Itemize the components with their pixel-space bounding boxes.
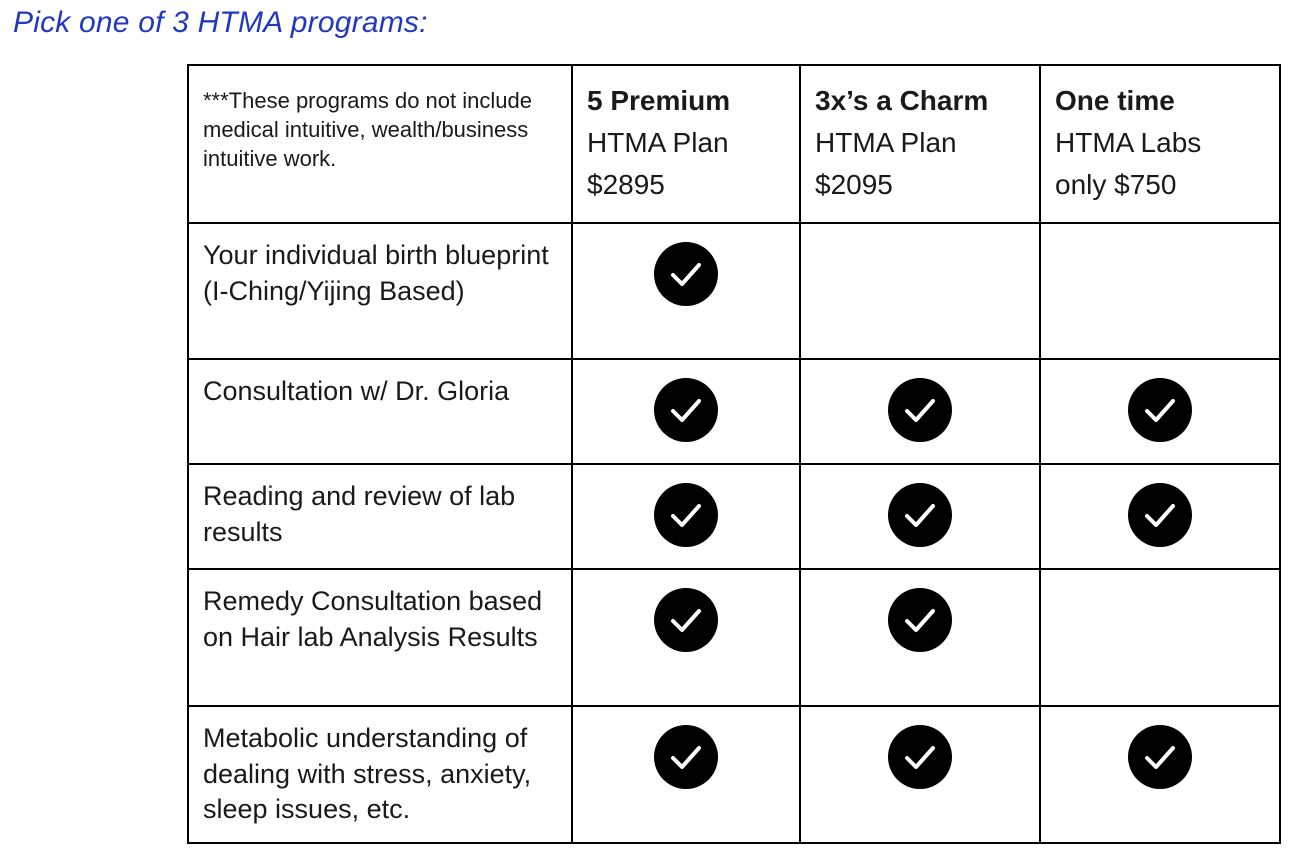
checkmark-circle-icon: [654, 725, 718, 789]
plan-name: 5 Premium: [587, 85, 731, 116]
feature-cell: [800, 569, 1040, 706]
page-title: Pick one of 3 HTMA programs:: [13, 6, 428, 39]
plan-name: One time: [1055, 85, 1175, 116]
table-row: [188, 464, 1280, 569]
feature-cell: [1040, 464, 1280, 569]
feature-label: Remedy Consultation based on Hair lab Analysis Results: [188, 569, 572, 706]
feature-cell: [572, 569, 800, 706]
plan-price: only $750: [1055, 169, 1177, 200]
plan-price: $2095: [815, 169, 893, 200]
checkmark-circle-icon: [654, 378, 718, 442]
disclaimer-note: ***These programs do not include medical intuitive, wealth/business intuitive work.: [188, 65, 572, 223]
feature-cell: [800, 464, 1040, 569]
feature-cell: [572, 223, 800, 359]
program-comparison-table: [187, 64, 1281, 844]
plan-header-one-time: [1040, 65, 1280, 223]
feature-label: Your individual birth blueprint (I-Ching/Yijing Based): [188, 223, 572, 359]
plan-header-charm: [800, 65, 1040, 223]
feature-label: Reading and review of lab results: [188, 464, 572, 569]
feature-cell: [1040, 359, 1280, 464]
feature-cell: [1040, 223, 1280, 359]
checkmark-circle-icon: [654, 242, 718, 306]
feature-cell: [572, 359, 800, 464]
checkmark-circle-icon: [888, 588, 952, 652]
feature-cell: [1040, 706, 1280, 843]
table-row: [188, 569, 1280, 706]
feature-label: Metabolic understanding of dealing with stress, anxiety, sleep issues, etc.: [188, 706, 572, 843]
table-row: [188, 223, 1280, 359]
plan-type: HTMA Labs: [1055, 127, 1202, 158]
plan-price: $2895: [587, 169, 665, 200]
feature-cell: [800, 706, 1040, 843]
table-row: [188, 359, 1280, 464]
checkmark-circle-icon: [888, 483, 952, 547]
checkmark-circle-icon: [654, 483, 718, 547]
checkmark-circle-icon: [1128, 378, 1192, 442]
checkmark-circle-icon: [654, 588, 718, 652]
feature-label: Consultation w/ Dr. Gloria: [188, 359, 572, 464]
checkmark-circle-icon: [1128, 483, 1192, 547]
plan-type: HTMA Plan: [815, 127, 957, 158]
checkmark-circle-icon: [1128, 725, 1192, 789]
feature-cell: [800, 223, 1040, 359]
table-row: [188, 706, 1280, 843]
plan-type: HTMA Plan: [587, 127, 729, 158]
feature-cell: [1040, 569, 1280, 706]
checkmark-circle-icon: [888, 725, 952, 789]
feature-cell: [572, 706, 800, 843]
checkmark-circle-icon: [888, 378, 952, 442]
header-row: [188, 65, 1280, 223]
feature-cell: [572, 464, 800, 569]
plan-name: 3x’s a Charm: [815, 85, 989, 116]
plan-header-premium: [572, 65, 800, 223]
feature-cell: [800, 359, 1040, 464]
